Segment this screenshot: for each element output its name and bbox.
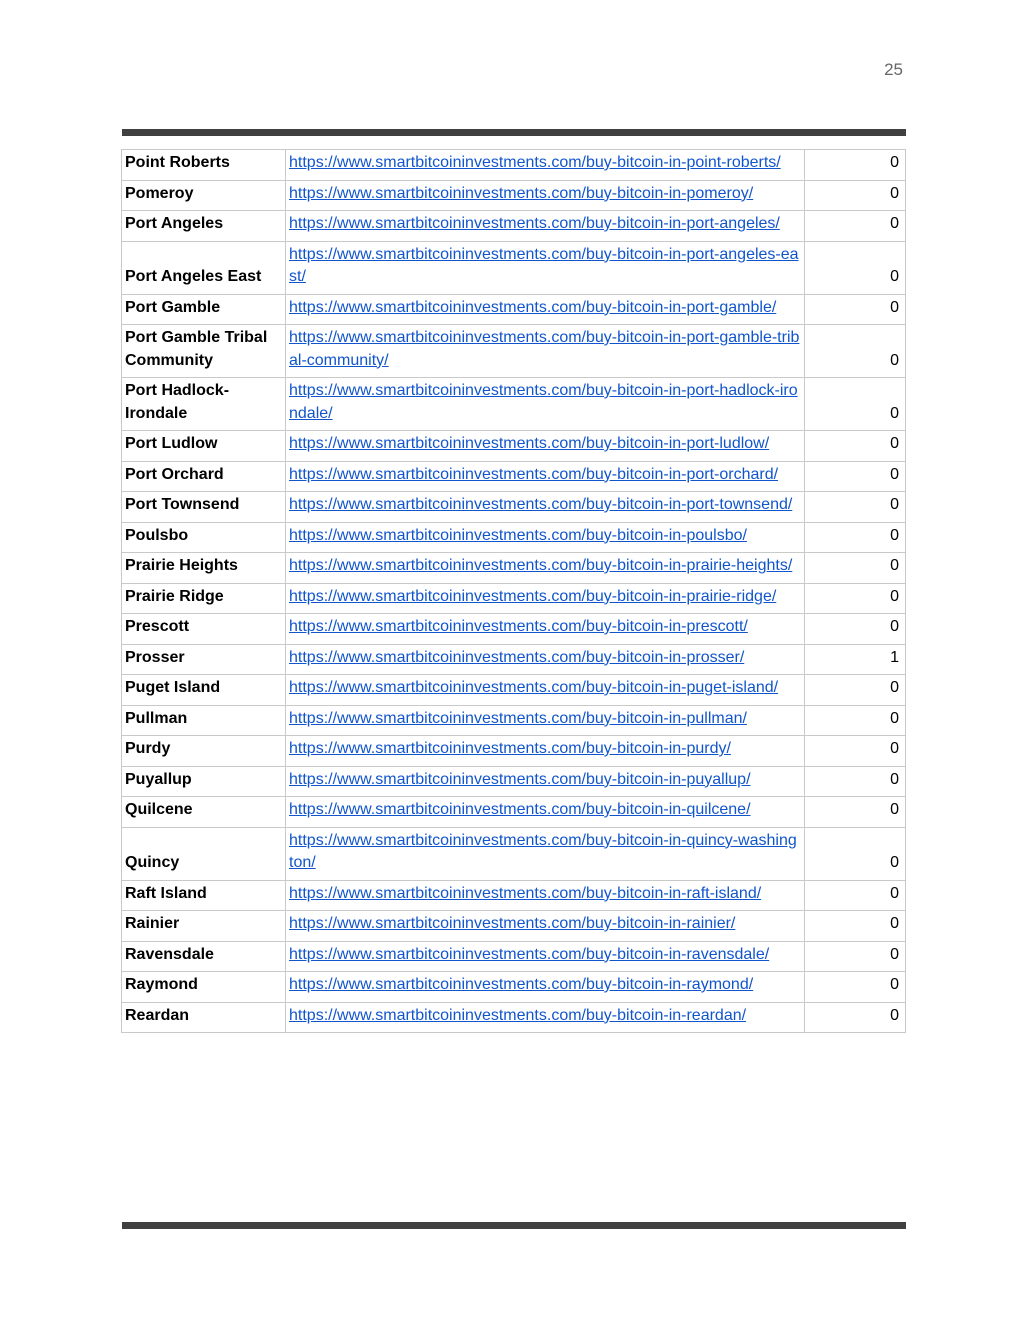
location-count: 0 xyxy=(805,1002,906,1033)
location-url-cell xyxy=(286,705,805,736)
location-name: Reardan xyxy=(122,1002,286,1033)
location-url-cell xyxy=(286,736,805,767)
location-url-cell xyxy=(286,614,805,645)
table-row xyxy=(122,492,906,523)
location-name: Puyallup xyxy=(122,766,286,797)
location-url-link[interactable]: https://www.smartbitcoininvestments.com/buy-bitcoin-in-prairie-heights/ xyxy=(289,557,793,574)
location-url-link[interactable]: https://www.smartbitcoininvestments.com/buy-bitcoin-in-port-angeles/ xyxy=(289,215,780,232)
location-name: Raft Island xyxy=(122,880,286,911)
table-row xyxy=(122,766,906,797)
location-name: Prescott xyxy=(122,614,286,645)
location-url-cell xyxy=(286,1002,805,1033)
location-name: Port Ludlow xyxy=(122,431,286,462)
location-url-link[interactable]: https://www.smartbitcoininvestments.com/buy-bitcoin-in-purdy/ xyxy=(289,740,731,757)
location-url-link[interactable]: https://www.smartbitcoininvestments.com/buy-bitcoin-in-poulsbo/ xyxy=(289,526,747,544)
location-name: Purdy xyxy=(122,736,286,767)
table-row xyxy=(122,180,906,211)
table-row xyxy=(122,553,906,584)
location-url-link[interactable]: https://www.smartbitcoininvestments.com/buy-bitcoin-in-puget-island/ xyxy=(289,679,779,696)
location-url-link[interactable]: https://www.smartbitcoininvestments.com/buy-bitcoin-in-port-angeles-east/ xyxy=(289,245,799,285)
location-url-cell xyxy=(286,294,805,325)
location-name: Rainier xyxy=(122,911,286,942)
location-url-link[interactable]: https://www.smartbitcoininvestments.com/buy-bitcoin-in-pullman/ xyxy=(289,709,747,727)
location-name: Raymond xyxy=(122,972,286,1003)
location-count: 0 xyxy=(805,880,906,911)
location-url-link[interactable]: https://www.smartbitcoininvestments.com/buy-bitcoin-in-port-hadlock-irondale/ xyxy=(289,382,798,422)
location-name: Puget Island xyxy=(122,675,286,706)
table-row xyxy=(122,522,906,553)
locations-table xyxy=(121,149,906,1033)
location-count: 0 xyxy=(805,766,906,797)
table-row xyxy=(122,150,906,181)
location-url-link[interactable]: https://www.smartbitcoininvestments.com/buy-bitcoin-in-quincy-washington/ xyxy=(289,831,797,871)
location-count: 0 xyxy=(805,325,906,378)
footer-divider xyxy=(122,1222,906,1229)
table-row xyxy=(122,294,906,325)
location-count: 0 xyxy=(805,522,906,553)
location-name: Port Angeles xyxy=(122,211,286,242)
location-name: Quilcene xyxy=(122,797,286,828)
location-url-cell xyxy=(286,797,805,828)
location-count: 0 xyxy=(805,211,906,242)
location-url-cell xyxy=(286,675,805,706)
table-row xyxy=(122,644,906,675)
table-row xyxy=(122,880,906,911)
table-row xyxy=(122,461,906,492)
location-url-link[interactable]: https://www.smartbitcoininvestments.com/buy-bitcoin-in-port-gamble-tribal-community/ xyxy=(289,329,800,369)
location-url-cell xyxy=(286,431,805,462)
location-name: Pullman xyxy=(122,705,286,736)
location-count: 0 xyxy=(805,150,906,181)
table-row xyxy=(122,827,906,880)
location-url-cell xyxy=(286,180,805,211)
location-url-cell xyxy=(286,827,805,880)
location-count: 0 xyxy=(805,827,906,880)
location-url-link[interactable]: https://www.smartbitcoininvestments.com/buy-bitcoin-in-reardan/ xyxy=(289,1006,747,1024)
location-name: Port Gamble xyxy=(122,294,286,325)
location-count: 0 xyxy=(805,180,906,211)
table-row xyxy=(122,941,906,972)
location-name: Port Townsend xyxy=(122,492,286,523)
location-count: 0 xyxy=(805,431,906,462)
page-number: 25 xyxy=(884,60,903,79)
table-row xyxy=(122,378,906,431)
location-url-cell xyxy=(286,211,805,242)
location-count: 0 xyxy=(805,614,906,645)
location-url-cell xyxy=(286,941,805,972)
table-row xyxy=(122,431,906,462)
location-name: Port Orchard xyxy=(122,461,286,492)
location-url-link[interactable]: https://www.smartbitcoininvestments.com/buy-bitcoin-in-port-townsend/ xyxy=(289,496,793,513)
location-url-link[interactable]: https://www.smartbitcoininvestments.com/buy-bitcoin-in-ravensdale/ xyxy=(289,945,770,963)
location-url-cell xyxy=(286,150,805,181)
table-row xyxy=(122,675,906,706)
location-url-link[interactable]: https://www.smartbitcoininvestments.com/buy-bitcoin-in-puyallup/ xyxy=(289,770,751,788)
table-row xyxy=(122,325,906,378)
location-count: 0 xyxy=(805,553,906,584)
location-url-cell xyxy=(286,644,805,675)
header-divider xyxy=(122,129,906,136)
location-url-link[interactable]: https://www.smartbitcoininvestments.com/buy-bitcoin-in-port-gamble/ xyxy=(289,298,777,316)
table-row xyxy=(122,1002,906,1033)
location-url-link[interactable]: https://www.smartbitcoininvestments.com/buy-bitcoin-in-port-orchard/ xyxy=(289,465,779,483)
location-count: 0 xyxy=(805,705,906,736)
location-url-cell xyxy=(286,241,805,294)
location-count: 0 xyxy=(805,461,906,492)
location-url-cell xyxy=(286,378,805,431)
location-url-cell xyxy=(286,583,805,614)
table-row xyxy=(122,972,906,1003)
table-row xyxy=(122,241,906,294)
location-name: Prairie Ridge xyxy=(122,583,286,614)
location-count: 0 xyxy=(805,911,906,942)
location-url-cell xyxy=(286,461,805,492)
location-name: Pomeroy xyxy=(122,180,286,211)
location-name: Prosser xyxy=(122,644,286,675)
location-url-link[interactable]: https://www.smartbitcoininvestments.com/buy-bitcoin-in-rainier/ xyxy=(289,915,736,932)
location-url-link[interactable]: https://www.smartbitcoininvestments.com/buy-bitcoin-in-port-ludlow/ xyxy=(289,435,770,452)
location-count: 0 xyxy=(805,378,906,431)
location-url-link[interactable]: https://www.smartbitcoininvestments.com/buy-bitcoin-in-prairie-ridge/ xyxy=(289,587,777,605)
location-url-cell xyxy=(286,553,805,584)
location-url-link[interactable]: https://www.smartbitcoininvestments.com/buy-bitcoin-in-raymond/ xyxy=(289,976,754,993)
location-url-cell xyxy=(286,522,805,553)
location-url-cell xyxy=(286,972,805,1003)
location-url-link[interactable]: https://www.smartbitcoininvestments.com/buy-bitcoin-in-prescott/ xyxy=(289,618,748,635)
location-url-cell xyxy=(286,880,805,911)
location-count: 0 xyxy=(805,972,906,1003)
location-count: 0 xyxy=(805,492,906,523)
location-name: Point Roberts xyxy=(122,150,286,181)
location-count: 1 xyxy=(805,644,906,675)
location-name: Poulsbo xyxy=(122,522,286,553)
location-url-cell xyxy=(286,325,805,378)
location-count: 0 xyxy=(805,736,906,767)
table-row xyxy=(122,211,906,242)
location-count: 0 xyxy=(805,241,906,294)
table-row xyxy=(122,736,906,767)
location-count: 0 xyxy=(805,675,906,706)
table-row xyxy=(122,911,906,942)
location-count: 0 xyxy=(805,941,906,972)
location-count: 0 xyxy=(805,797,906,828)
location-url-cell xyxy=(286,911,805,942)
location-name: Quincy xyxy=(122,827,286,880)
location-url-link[interactable]: https://www.smartbitcoininvestments.com/buy-bitcoin-in-quilcene/ xyxy=(289,801,751,818)
location-name: Port Hadlock-Irondale xyxy=(122,378,286,431)
location-name: Ravensdale xyxy=(122,941,286,972)
location-url-link[interactable]: https://www.smartbitcoininvestments.com/buy-bitcoin-in-pomeroy/ xyxy=(289,184,754,202)
table-row xyxy=(122,705,906,736)
location-count: 0 xyxy=(805,294,906,325)
table-row xyxy=(122,614,906,645)
table-row xyxy=(122,583,906,614)
location-url-cell xyxy=(286,492,805,523)
table-row xyxy=(122,797,906,828)
location-url-link[interactable]: https://www.smartbitcoininvestments.com/buy-bitcoin-in-point-roberts/ xyxy=(289,154,781,171)
location-name: Port Gamble Tribal Community xyxy=(122,325,286,378)
location-name: Prairie Heights xyxy=(122,553,286,584)
location-name: Port Angeles East xyxy=(122,241,286,294)
location-url-link[interactable]: https://www.smartbitcoininvestments.com/buy-bitcoin-in-prosser/ xyxy=(289,648,745,666)
location-url-link[interactable]: https://www.smartbitcoininvestments.com/buy-bitcoin-in-raft-island/ xyxy=(289,884,762,902)
location-url-cell xyxy=(286,766,805,797)
location-count: 0 xyxy=(805,583,906,614)
